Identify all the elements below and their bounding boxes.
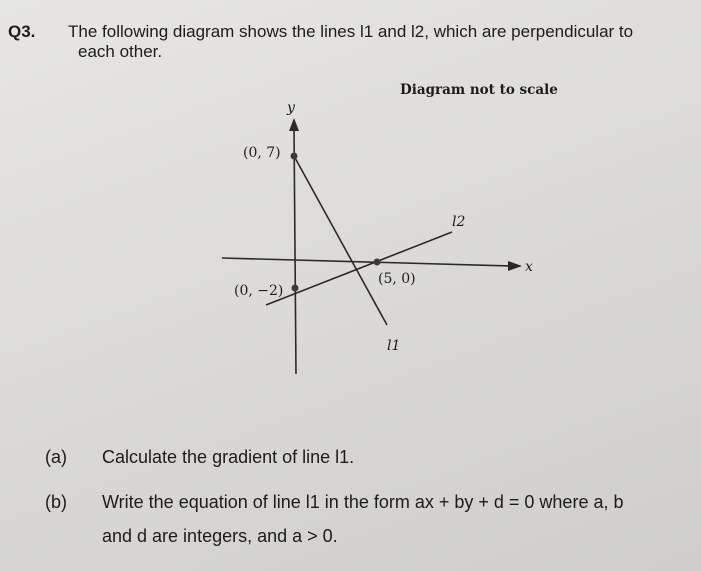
part-b-text-line-2: and d are integers, and a > 0.: [102, 526, 338, 546]
part-a: [45, 447, 645, 477]
point-0-7-label: (0, 7): [243, 145, 281, 161]
line-l1-label: l1: [387, 338, 401, 354]
line-l2-label: l2: [452, 214, 466, 230]
point-0-neg2-label: (0, −2): [234, 283, 284, 299]
point-5-0-label: (5, 0): [378, 271, 416, 287]
point-5-0: [374, 259, 381, 266]
x-axis-arrowhead: [508, 261, 522, 271]
part-a-text: Calculate the gradient of line l1.: [102, 447, 355, 467]
line-l2: [266, 232, 452, 305]
line-l1: [294, 156, 387, 325]
x-axis-label: x: [525, 259, 533, 275]
point-0-7: [291, 153, 298, 160]
y-axis-label: y: [287, 100, 295, 116]
diagram-note: Diagram not to scale: [400, 82, 558, 98]
part-b: [45, 492, 695, 562]
part-b-label: (b): [45, 492, 67, 512]
point-0-neg2: [292, 285, 299, 292]
question-number: Q3.: [8, 22, 36, 41]
part-a-label: (a): [45, 447, 67, 467]
question-text-line-2: each other.: [78, 42, 163, 61]
question-text-line-1: The following diagram shows the lines l1 and l2, which are perpendicular to: [68, 22, 634, 41]
y-axis-arrowhead: [289, 118, 299, 131]
y-axis: [294, 128, 296, 374]
part-b-text-line-1: Write the equation of line l1 in the form ax + by + d = 0 where a, b: [102, 492, 624, 512]
